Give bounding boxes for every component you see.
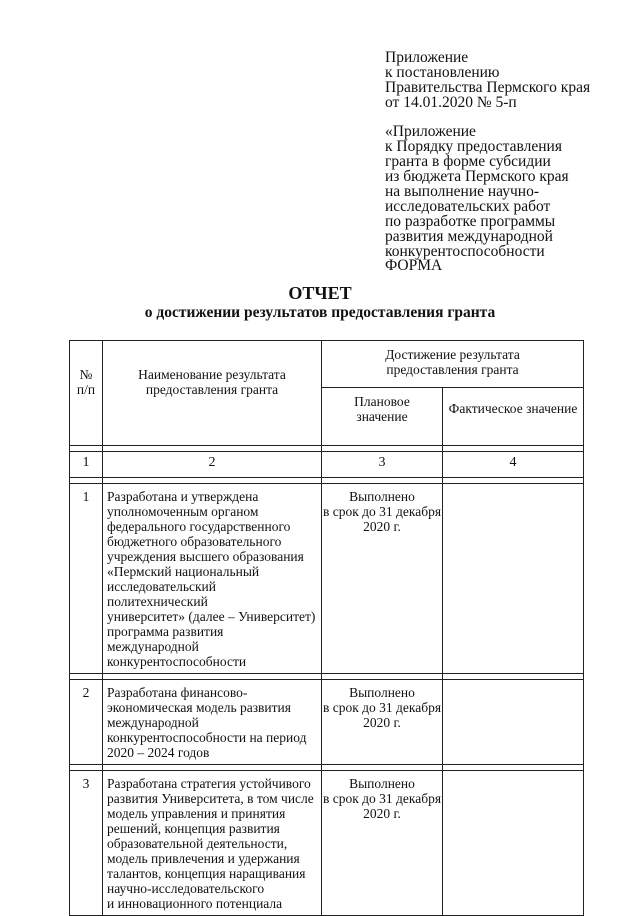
report-table [69,340,584,916]
document-subtitle: о достижении результатов предоставления гранта [144,304,496,321]
row-planned: Выполнено в срок до 31 декабря 2020 г. [322,484,443,674]
table-row [70,680,584,765]
header-achievement: Достижение результата предоставления гранта [322,341,584,388]
table-row [70,771,584,916]
order-appendix-reference: «Приложение к Порядку предоставления гранта в форме субсидии из бюджета Пермского края на выполнение научно- исследовательских работ по разработке программы развития международной конкурентоспособности [385,123,569,260]
row-number: 1 [70,484,103,674]
row-result: Разработана и утверждена уполномоченным органом федерального государственного бюджетного образовательного учреждения высшего образования «Пермский национальный исследовательский политехнический университет» (далее – Университет) программа развития международной конкурентоспособности [103,484,322,674]
header-planned-value: Плановое значение [322,388,443,446]
row-number: 3 [70,771,103,916]
column-index-2: 2 [103,452,322,478]
row-actual [443,771,584,916]
column-index-3: 3 [322,452,443,478]
header-number: № п/п [70,341,103,446]
table-row [70,484,584,674]
appendix-reference: Приложение к постановлению Правительства Пермского края от 14.01.2020 № 5-п [385,49,591,111]
row-planned: Выполнено в срок до 31 декабря 2020 г. [322,680,443,765]
row-result: Разработана стратегия устойчивого развития Университета, в том числе модель управления и принятия решений, концепция развития образовательной деятельности, модель привлечения и удержания талантов, концепция наращивания научно-исследовательского и инновационного потенциала [103,771,322,916]
row-actual [443,484,584,674]
column-index-4: 4 [443,452,584,478]
header-result-name: Наименование результата предоставления гранта [103,341,322,446]
column-index-1: 1 [70,452,103,478]
header-actual-value: Фактическое значение [443,388,584,446]
document-title: ОТЧЕТ [288,283,352,303]
row-planned: Выполнено в срок до 31 декабря 2020 г. [322,771,443,916]
row-result: Разработана финансово- экономическая модель развития международной конкурентоспособности на период 2020 – 2024 годов [103,680,322,765]
row-number: 2 [70,680,103,765]
form-label: ФОРМА [385,257,443,274]
row-actual [443,680,584,765]
